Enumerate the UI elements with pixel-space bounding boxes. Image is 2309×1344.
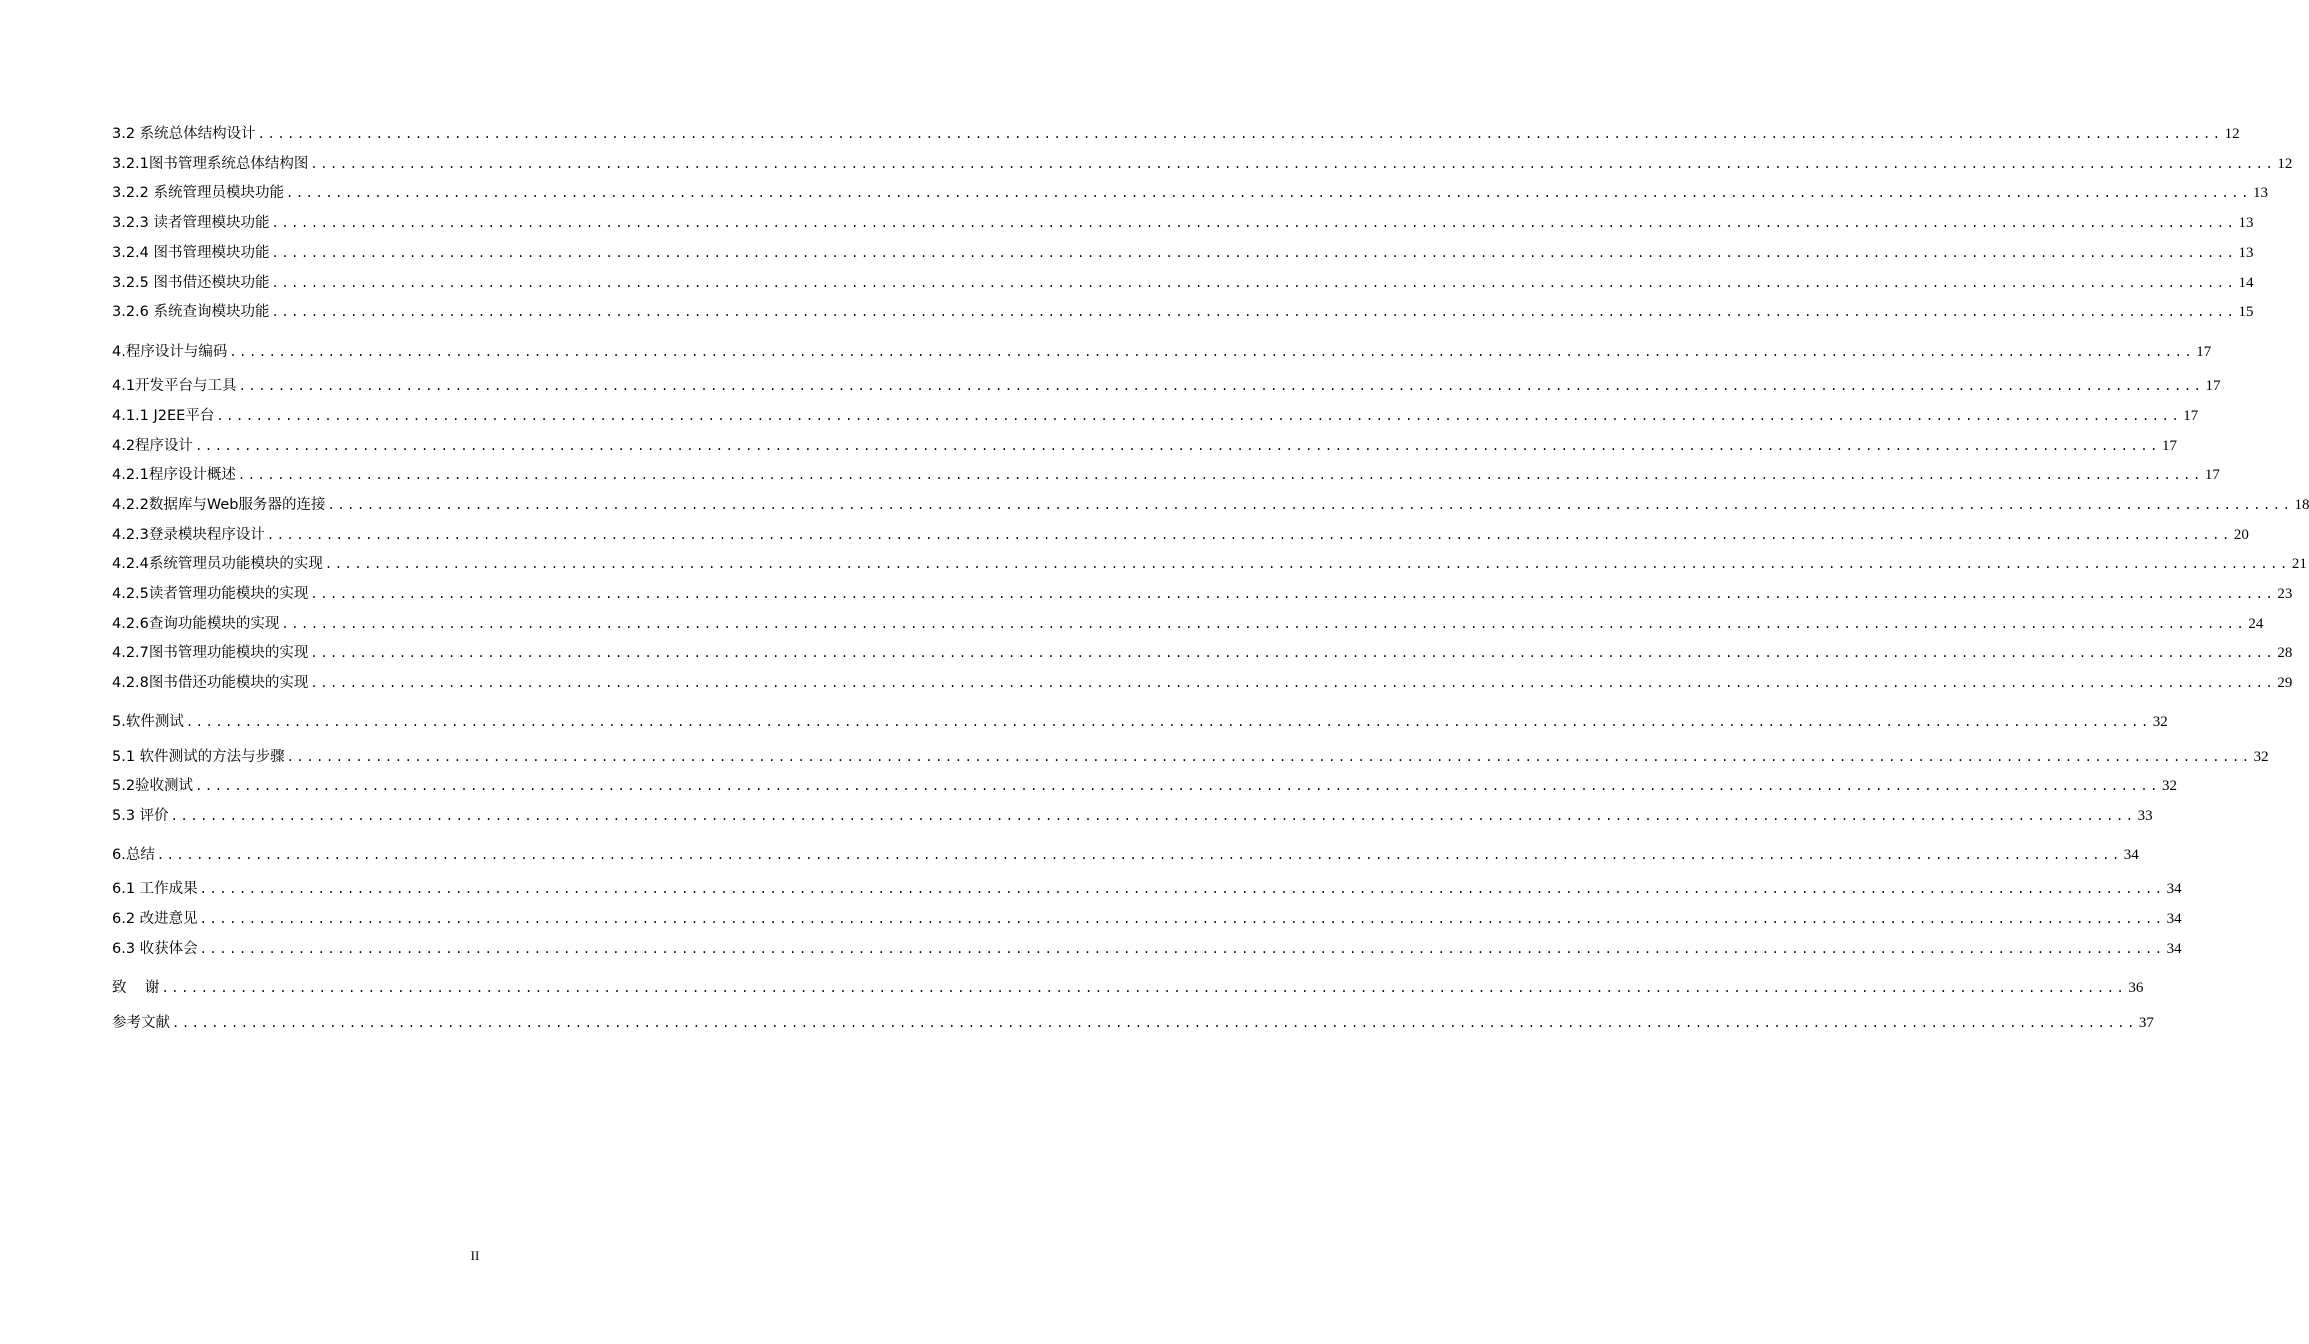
dot-leader: ........................................................................................................................................................................................................ [327,498,2293,512]
dot-leader: ........................................................................................................................................................................................................ [286,186,2251,200]
dot-leader: ........................................................................................................................................................................................................ [195,439,2160,453]
toc-entry[interactable] [112,613,2264,635]
toc-entry-title: 4.2.2数据库与Web服务器的连接 [112,497,326,513]
toc-entry-page: 21 [2291,556,2307,572]
dot-leader: ........................................................................................................................................................................................................ [229,345,2195,359]
toc-entry-page: 29 [2277,675,2293,691]
toc-entry-page: 13 [2238,215,2254,231]
toc-entry-page: 12 [2277,156,2293,172]
toc-entry[interactable] [112,805,2153,827]
dot-leader: ........................................................................................................................................................................................................ [266,528,2232,542]
dot-leader: ........................................................................................................................................................................................................ [156,848,2122,862]
toc-entry-page: 34 [2166,941,2182,957]
toc-entry-title: 6.总结 [112,847,155,863]
toc-entry[interactable] [112,435,2177,457]
dot-leader: ........................................................................................................................................................................................................ [310,646,2276,660]
toc-entry[interactable] [112,464,2220,486]
page-number: II [470,1248,480,1263]
toc-entry-title: 4.2.3登录模块程序设计 [112,527,265,543]
toc-entry-page: 17 [2205,378,2221,394]
toc-entry-page: 23 [2277,586,2293,602]
dot-leader: ........................................................................................................................................................................................................ [199,942,2165,956]
toc-entry[interactable] [112,272,2254,294]
toc-entry-title: 3.2.1图书管理系统总体结构图 [112,156,309,172]
toc-entry[interactable] [112,642,2293,664]
toc-entry-title: 4.2.8图书借还功能模块的实现 [112,675,309,691]
dot-leader: ........................................................................................................................................................................................................ [324,557,2290,571]
toc-entry-page: 37 [2138,1015,2154,1031]
toc-entry[interactable] [112,746,2269,768]
dot-leader: ........................................................................................................................................................................................................ [271,216,2237,230]
toc-entry[interactable] [112,878,2182,900]
toc-entry-page: 18 [2294,497,2309,513]
toc-entry-page: 32 [2253,749,2269,765]
toc-entry-title: 4.2.6查询功能模块的实现 [112,616,280,632]
toc-entry-page: 13 [2238,245,2254,261]
toc-entry-title: 参考文献 [112,1015,170,1031]
toc-entry-page: 36 [2128,980,2144,996]
toc-entry-title: 3.2.2 系统管理员模块功能 [112,185,285,201]
dot-leader: ........................................................................................................................................................................................................ [216,409,2182,423]
toc-entry[interactable] [112,375,2221,397]
toc-entry[interactable] [112,908,2182,930]
toc-entry-title: 4.1.1 J2EE平台 [112,408,215,424]
toc-entry[interactable] [112,405,2199,427]
dot-leader: ........................................................................................................................................................................................................ [310,676,2276,690]
toc-entry[interactable] [112,711,2168,733]
toc-entry[interactable] [112,775,2177,797]
toc-entry-title: 5.3 评价 [112,808,169,824]
toc-entry-title: 3.2.6 系统查询模块功能 [112,304,270,320]
toc-entry-page: 17 [2196,344,2212,360]
toc-entry[interactable] [112,123,2240,145]
dot-leader: ........................................................................................................................................................................................................ [238,379,2204,393]
toc-entry-page: 13 [2252,185,2268,201]
toc-entry-page: 34 [2166,881,2182,897]
toc-entry-page: 14 [2238,275,2254,291]
toc-entry[interactable] [112,301,2254,323]
toc-entry-title: 4.2.4系统管理员功能模块的实现 [112,556,323,572]
toc-entry-page: 34 [2123,847,2139,863]
toc-entry-title: 4.2.5读者管理功能模块的实现 [112,586,309,602]
toc-entry-title: 6.1 工作成果 [112,881,198,897]
toc-entry-title: 3.2.3 读者管理模块功能 [112,215,270,231]
dot-leader: ........................................................................................................................................................................................................ [172,1016,2137,1030]
toc-entry-title: 3.2.4 图书管理模块功能 [112,245,270,261]
dot-leader: ........................................................................................................................................................................................................ [199,882,2165,896]
toc-entry[interactable] [112,524,2249,546]
toc-entry[interactable] [112,182,2268,204]
toc-entry[interactable] [112,977,2144,999]
toc-entry-page: 33 [2137,808,2153,824]
toc-entry-page: 17 [2161,438,2177,454]
toc-entry-title: 3.2 系统总体结构设计 [112,126,256,142]
toc-entry-page: 15 [2238,304,2254,320]
toc-entry[interactable] [112,672,2293,694]
dot-leader: ........................................................................................................................................................................................................ [271,276,2237,290]
toc-entry[interactable] [112,153,2293,175]
toc-entry-page: 32 [2152,714,2168,730]
toc-entry-page: 32 [2161,778,2177,794]
dot-leader: ........................................................................................................................................................................................................ [286,750,2252,764]
dot-leader: ........................................................................................................................................................................................................ [161,981,2127,995]
toc-entry-page: 34 [2166,911,2182,927]
toc-entry[interactable] [112,212,2254,234]
dot-leader: ........................................................................................................................................................................................................ [195,779,2160,793]
toc-entry-title: 4.2程序设计 [112,438,194,454]
dot-leader: ........................................................................................................................................................................................................ [257,127,2223,141]
dot-leader: ........................................................................................................................................................................................................ [185,715,2151,729]
toc-entry[interactable] [112,553,2307,575]
dot-leader: ........................................................................................................................................................................................................ [170,809,2136,823]
toc-entry[interactable] [112,938,2182,960]
toc-entry-title: 6.2 改进意见 [112,911,198,927]
dot-leader: ........................................................................................................................................................................................................ [310,587,2276,601]
toc-entry-page: 17 [2204,467,2220,483]
toc-entry[interactable] [112,341,2212,363]
dot-leader: ........................................................................................................................................................................................................ [199,912,2165,926]
toc-entry-title: 4.2.1程序设计概述 [112,467,236,483]
toc-entry-page: 17 [2183,408,2199,424]
toc-entry[interactable] [112,1012,2154,1034]
toc-entry-title: 致 谢 [112,980,160,996]
toc-entry-title: 4.2.7图书管理功能模块的实现 [112,645,309,661]
toc-entry[interactable] [112,494,2309,516]
dot-leader: ........................................................................................................................................................................................................ [281,617,2247,631]
toc-entry-page: 20 [2233,527,2249,543]
toc-entry-title: 4.程序设计与编码 [112,344,228,360]
toc-entry-page: 24 [2248,616,2264,632]
toc-entry-title: 4.1开发平台与工具 [112,378,237,394]
toc-entry-title: 6.3 收获体会 [112,941,198,957]
toc-entry-page: 28 [2277,645,2293,661]
toc-entry[interactable] [112,583,2293,605]
toc-entry[interactable] [112,242,2254,264]
dot-leader: ........................................................................................................................................................................................................ [237,468,2203,482]
toc-entry-title: 3.2.5 图书借还模块功能 [112,275,270,291]
dot-leader: ........................................................................................................................................................................................................ [271,246,2237,260]
toc-entry-title: 5.1 软件测试的方法与步骤 [112,749,285,765]
dot-leader: ........................................................................................................................................................................................................ [310,157,2276,171]
toc-entry-page: 12 [2224,126,2240,142]
toc-entry[interactable] [112,844,2139,866]
toc-entry-title: 5.软件测试 [112,714,184,730]
dot-leader: ........................................................................................................................................................................................................ [271,305,2237,319]
toc-entry-title: 5.2验收测试 [112,778,194,794]
